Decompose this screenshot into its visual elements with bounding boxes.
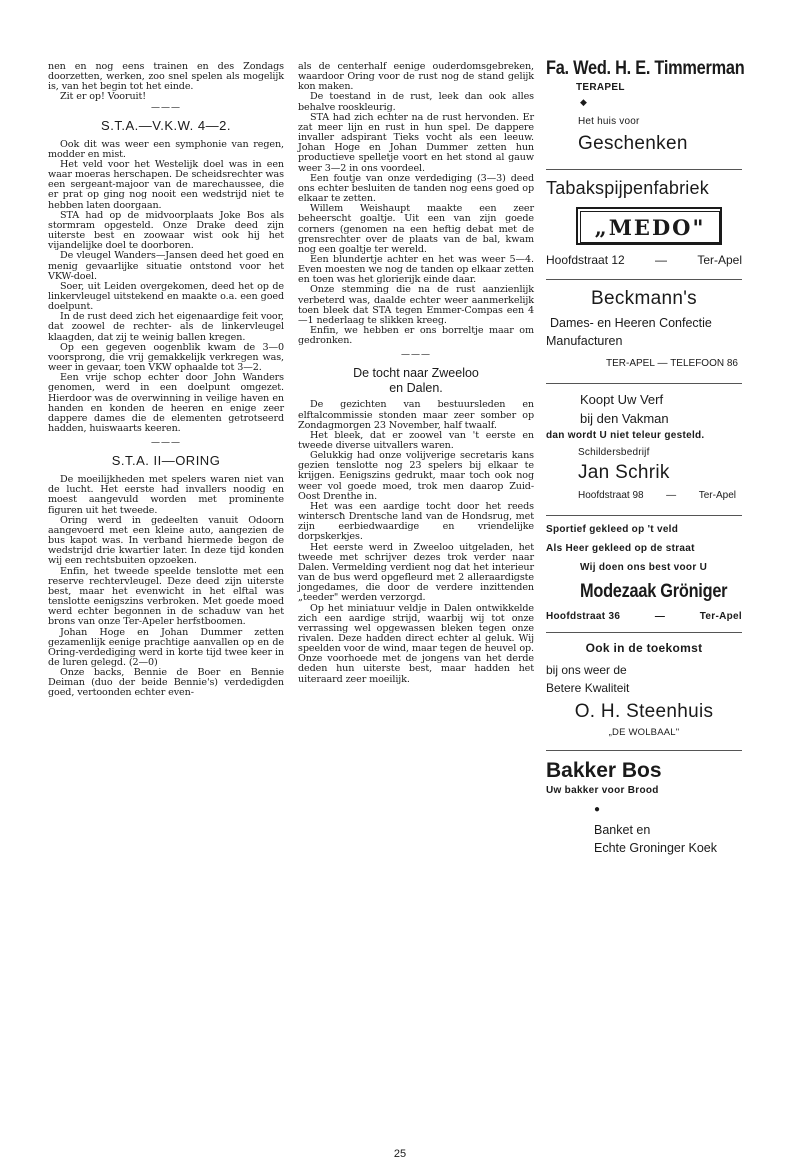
separator: ——— <box>151 102 181 113</box>
ad-steenhuis-line1: Ook in de toekomst <box>585 641 703 655</box>
divider <box>546 169 742 170</box>
ad-schrik-line2: bij den Vakman <box>580 411 669 426</box>
separator: ——— <box>151 438 181 449</box>
paragraph: Onze backs, Bennie de Boer en Bennie Deiman (duo der beide Bennie's) verdedigden goed, vertoonden echter even- <box>48 667 284 699</box>
ad-timmerman-product: Geschenken <box>578 133 688 154</box>
paragraph: Een foutje van onze verdediging (3—3) deed ons echter besluiten de tanden nog eens goed op elkaar te zetten. <box>298 172 534 205</box>
paragraph: Oring werd in gedeelten vanuit Odoorn aangevoerd met een kleine auto, aangezien de bus kapot was. In verband hiermede begon de wedstrijd drie kwartier later. In deze tijd konden wij een rechtsbuiten opzoeken. <box>48 514 284 567</box>
dash: — <box>666 490 677 501</box>
paragraph: STA had zich echter na de rust hervonden. Er zat meer lijn en rust in hun spel. De dappere invaller adspirant Tieks vocht als een leeuw. Johan Hoge en Johan Dummer zetten hun productieve spelletje voort en het stond al gauw weer 3—2 in ons voordeel. <box>298 111 534 174</box>
ad-beckmann-name: Beckmann's <box>591 288 697 309</box>
divider <box>546 383 742 384</box>
divider <box>546 632 742 633</box>
advertisement-column <box>546 58 745 855</box>
paragraph: Het was een aardige tocht door het reeds winterscħ Drentsche land van de Hondsrug, met zijn eerbiedwaardige en vriendelijke dorpskerkjes. <box>298 500 534 543</box>
ad-beckmann-phone: TELEFOON 86 <box>670 358 738 369</box>
paragraph: nen en nog eens trainen en des Zondags doorzetten, werken, zoo snel spelen als mogelijk is, van het begin tot het einde. <box>48 61 284 93</box>
paragraph: Het eerste werd in Zweeloo uitgeladen, het tweede met schrijver dezes trok verder naar Dalen. Vermelding verdient nog dat het interieur van de bus werd opgefleurd met 2 alleraardigste jongedames, die door de verdere inzittenden „teeder" werden verzorgd. <box>298 541 534 604</box>
ad-timmerman <box>546 58 745 155</box>
paragraph: als de centerhalf eenige ouderdomsgebreken, waardoor Oring voor de rust nog de stand gelijk kon maken. <box>298 61 534 93</box>
paragraph: In de rust deed zich het eigenaardige feit voor, dat zoowel de rechter- als de linkervleugel klaagden, dat zij te weinig ballen kregen. <box>48 311 284 343</box>
ad-schrik-name: Jan Schrik <box>578 462 670 483</box>
ad-bakker-bos <box>546 759 742 855</box>
paragraph: Het veld voor het Westelijk doel was in een waar moeras herschapen. De scheidsrechter was een sergeant-majoor van de marechaussee, die er prat op ging nog nooit een wedstrijd niet te hebben laten doorgaan. <box>48 158 284 211</box>
heading-line: De tocht naar Zweeloo <box>353 366 479 381</box>
ad-steenhuis-line3: Betere Kwaliteit <box>546 681 630 695</box>
ad-steenhuis-name: O. H. Steenhuis <box>574 701 714 722</box>
paragraph: Enfin, het tweede speelde tenslotte met een reserve rechtervleugel. Deze deed zijn uiterste best, maar het evenwicht in het elftal was tenslotte eenigszins verbroken. Met goede moed werd echter begonnen in de schaduw van het brons van onze Ter-Apeler herfstboomen. <box>48 565 284 628</box>
divider <box>546 750 742 751</box>
paragraph: Een blundertje achter en het was weer 5—4. Even moesten we nog de tanden op elkaar zetten en toen was het glorierijk einde daar. <box>298 253 534 286</box>
ad-groniger-place: Ter-Apel <box>699 611 742 622</box>
ad-beckmann-place: TER-APEL <box>606 358 655 369</box>
article-heading-sta-vkw: S.T.A.—V.K.W. 4—2. <box>101 117 231 133</box>
ad-schrik-line1: Koopt Uw Verf <box>580 392 664 407</box>
dot-bullet-icon: ● <box>594 804 601 815</box>
paragraph: De moeilijkheden met spelers waren niet van de lucht. Het eerste had invallers noodig en moest aangevuld worden met prominente figuren uit het tweede. <box>48 474 284 516</box>
paragraph: De vleugel Wanders—Jansen deed het goed en menig gevaarlijke situatie ontstond voor het VKW-doel. <box>48 250 284 282</box>
paragraph: Zit er op! Vooruit! <box>60 91 147 103</box>
paragraph: Soer, uit Leiden overgekomen, deed het op de linkervleugel uitstekend en maakte o.a. een goed doelpunt. <box>48 280 284 313</box>
ad-schrik-place: Ter-Apel <box>698 490 736 501</box>
article-heading-sta2-oring: S.T.A. II—ORING <box>111 453 221 469</box>
separator: ——— <box>401 350 431 361</box>
paragraph: Johan Hoge en Johan Dummer zetten gezamenlijk eenige prachtige aanvallen op en de Oring-verdediging werd in korte tijd twee keer in de luren gelegd. (2—0) <box>48 626 284 668</box>
ad-bos-name: Bakker Bos <box>546 759 662 782</box>
ad-timmerman-name: Fa. Wed. H. E. Timmerman <box>546 58 745 79</box>
ad-bos-tagline: Uw bakker voor Brood <box>546 785 659 796</box>
medo-logo-text: „MEDO" <box>594 214 706 240</box>
paragraph: Op het miniatuur veldje in Dalen ontwikkelde zich een aardige strijd, waarbij wij tot onze verrassing wel opgewassen bleken tegen onze rivalen. Deze hadden direct echter al geluk. Wij speelden voor de wind, maar tegen de heuvel op. Onze voorhoede met de jongens van het derde deden hun uiterste best, maar hadden het uiteraard zeer moeilijk. <box>298 602 534 685</box>
paragraph: Willem Weishaupt maakte een zeer beheerscht goaltje. Uit een van zijn goede corners (genomen na een heftig debat met de grensrechter over de plaats van de bal, kwam nog een goaltje ter wereld. <box>298 203 534 255</box>
ad-steenhuis <box>546 641 742 738</box>
paragraph: Ook dit was weer een symphonie van regen, modder en mist. <box>48 138 284 160</box>
ad-groniger-name: Modezaak Gröniger <box>580 581 728 602</box>
dash: — <box>657 358 668 369</box>
ad-bos-line2: Echte Groninger Koek <box>594 841 717 855</box>
ad-groniger-line1: Sportief gekleed op 't veld <box>546 524 679 535</box>
ad-steenhuis-shop: „DE WOLBAAL" <box>608 727 680 738</box>
ad-timmerman-place: TERAPEL <box>576 82 625 93</box>
article-heading-zweeloo <box>298 366 534 396</box>
ad-schrik-line3: dan wordt U niet teleur gesteld. <box>546 430 705 441</box>
ad-groniger-street: Hoofdstraat 36 <box>546 611 621 622</box>
ad-steenhuis-line2: bij ons weer de <box>546 663 627 677</box>
ad-groniger <box>546 524 742 622</box>
ad-medo-title: Tabakspijpenfabriek <box>546 178 709 198</box>
paragraph: STA had op de midvoorplaats Joke Bos als stormram opgesteld. Onze Drake deed zijn uiterste best en zoowaar wist ook hij het vijandelijke doel te doorboren. <box>48 209 284 252</box>
dash: — <box>654 611 666 622</box>
diamond-bullet-icon: ◆ <box>580 97 587 107</box>
paragraph: De toestand in de rust, leek dan ook alles behalve rooskleurig. <box>298 91 534 113</box>
medo-logo <box>576 207 722 245</box>
ad-beckmann <box>546 288 742 369</box>
paragraph: Op een gegeven oogenblik kwam de 3—0 voorsprong, die vrij gemakkelijk verkregen was, weer in gevaar, toen VKW ophaalde tot 3—2. <box>48 341 284 374</box>
ad-medo <box>546 178 742 267</box>
ad-groniger-line2: Als Heer gekleed op de straat <box>546 543 695 554</box>
dash: — <box>655 253 668 267</box>
ad-schrik <box>546 392 742 501</box>
divider <box>546 515 742 516</box>
paragraph: Het bleek, dat er zoowel van 't eerste en tweede diverse uitvallers waren. <box>298 429 534 451</box>
column-2 <box>298 62 534 685</box>
paragraph: Een vrije schop echter door John Wanders genomen, werd in een doelpunt omgezet. Hierdoor was de overwinning in veilige haven en handen en konden de heeren en enige zeer dappere dames die de elementen getrotseerd hadden, huiswaarts keeren. <box>48 372 284 434</box>
paragraph: Gelukkig had onze volijverige secretaris kans gezien tenslotte nog 23 spelers bij elkaar te krijgen. Eenigszins gedrukt, maar toch ook nog weer vol goede moed, trok men daarop Zuid-Oost Drenthe in. <box>298 450 534 502</box>
ad-medo-street: Hoofdstraat 12 <box>546 253 625 267</box>
paragraph: De gezichten van bestuursleden en elftalcommissie stonden maar zeer somber op Zondagmorgen 23 November, half twaalf. <box>298 399 534 431</box>
ad-beckmann-line2: Manufacturen <box>546 334 623 348</box>
paragraph: Onze stemming die na de rust aanzienlijk verbeterd was, daalde echter weer aanmerkelijk toen bleek dat STA tegen Emmer-Compas een 4—1 nederlaag te slikken kreeg. <box>298 284 534 326</box>
column-1 <box>48 62 284 699</box>
ad-bos-line1: Banket en <box>594 823 651 837</box>
ad-schrik-trade: Schildersbedrijf <box>578 447 650 458</box>
ad-groniger-line3: Wij doen ons best voor U <box>580 562 708 573</box>
page-number: 25 <box>393 1148 407 1160</box>
ad-beckmann-line1: Dames- en Heeren Confectie <box>550 316 712 330</box>
heading-line: en Dalen. <box>389 381 443 396</box>
divider <box>546 279 742 280</box>
ad-timmerman-line: Het huis voor <box>578 116 640 127</box>
ad-medo-place: Ter-Apel <box>697 253 742 267</box>
ad-schrik-street: Hoofdstraat 98 <box>578 490 644 501</box>
paragraph: Enfin, we hebben er ons borreltje maar om gedronken. <box>298 325 534 347</box>
